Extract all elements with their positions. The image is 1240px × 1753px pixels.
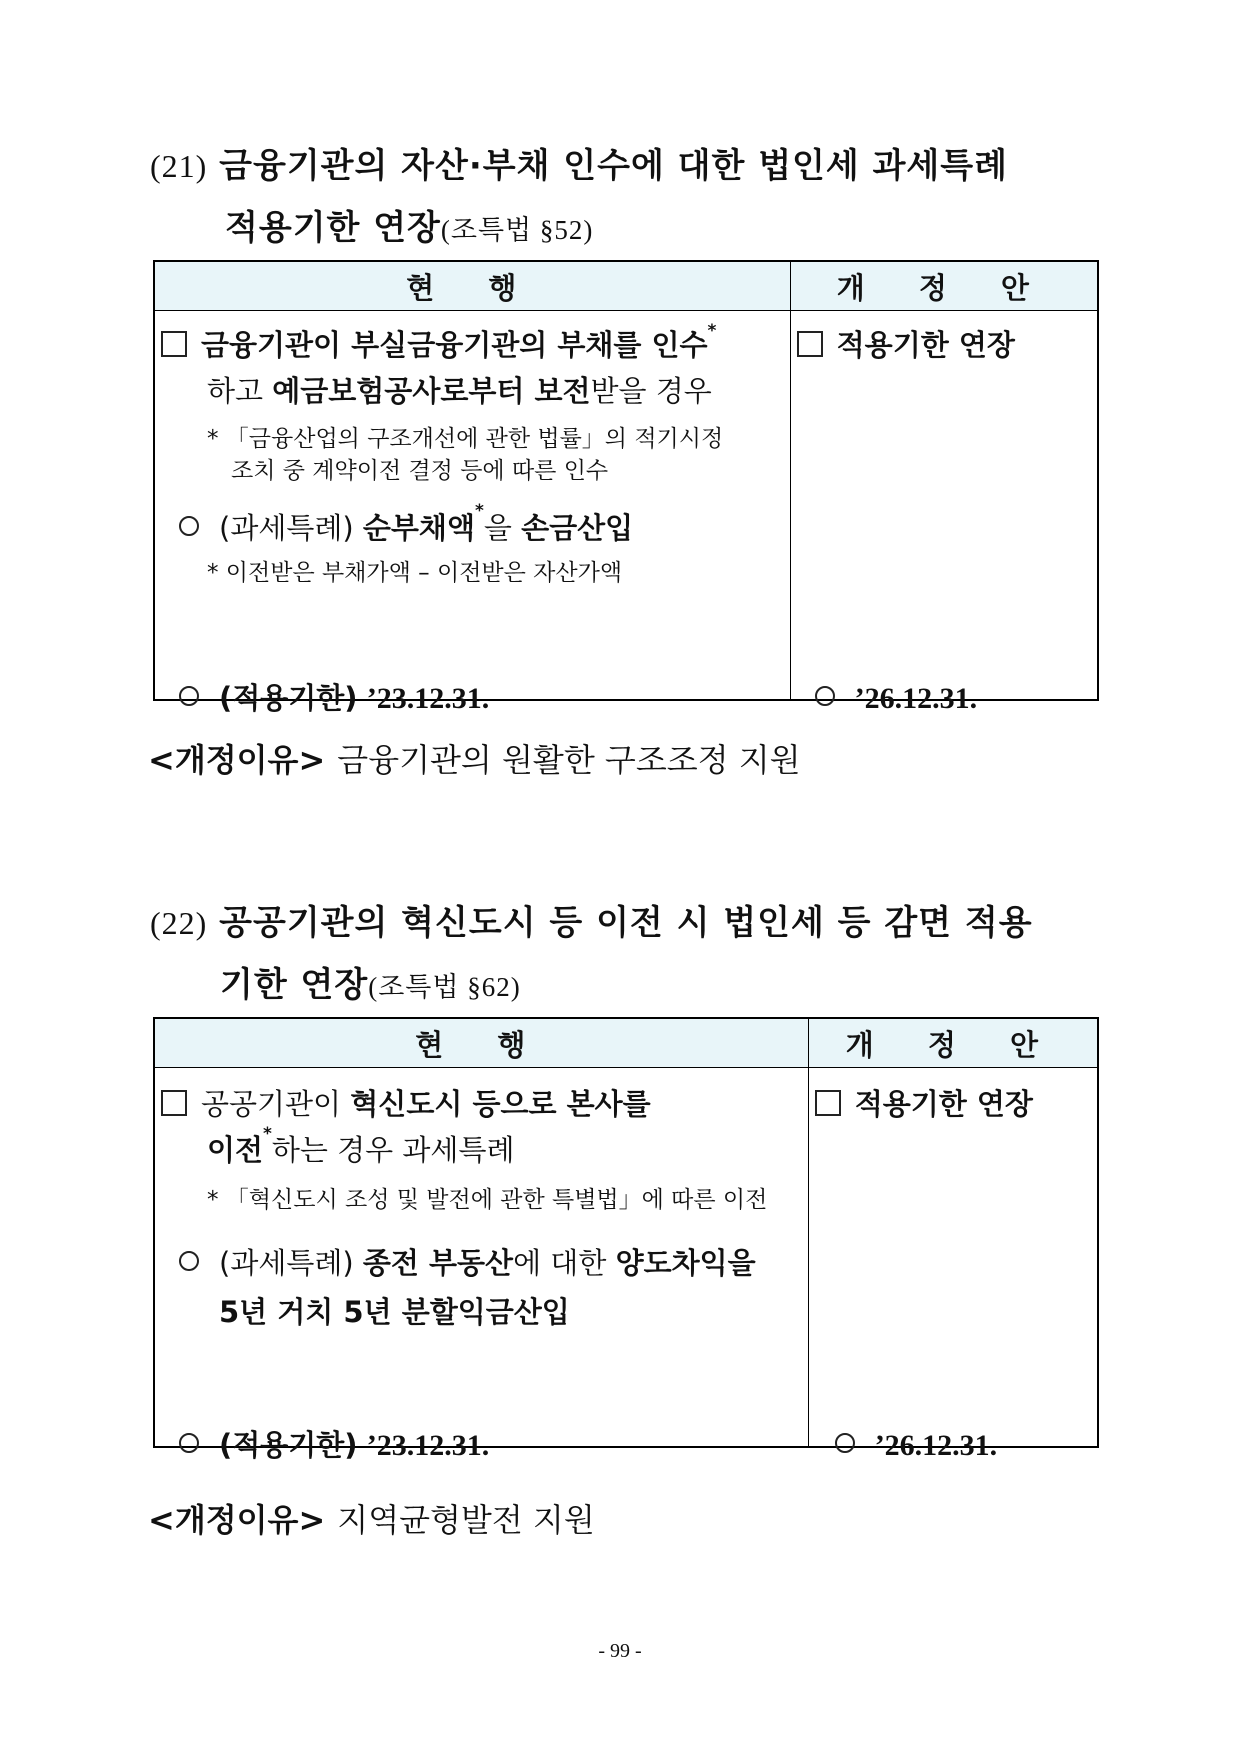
checkbox-square-icon <box>815 1090 841 1116</box>
header-proposed: 개 정 안 <box>790 261 1098 311</box>
section-number: (22) <box>150 905 208 941</box>
header-current: 현 행 <box>154 261 790 311</box>
section-title-line2: 적용기한 연장 <box>225 208 441 248</box>
proposed-deadline: ’26.12.31. <box>791 673 978 724</box>
section-22-heading <box>150 892 1100 1018</box>
reason-text: 금융기관의 원활한 구조조정 지원 <box>337 741 801 779</box>
section-title-line2: 기한 연장 <box>220 965 369 1005</box>
current-cell <box>154 1068 808 1462</box>
proposed-cell <box>808 1068 1098 1462</box>
proposed-cell <box>790 311 1098 715</box>
circle-bullet-icon <box>179 686 199 706</box>
circle-bullet-icon <box>179 516 199 536</box>
section-number: (21) <box>150 148 208 184</box>
comparison-table-22 <box>153 1017 1099 1462</box>
footnote-b: * 이전받은 부채가액 – 이전받은 자산가액 <box>207 560 623 586</box>
header-proposed: 개 정 안 <box>808 1018 1098 1068</box>
reason-label: <개정이유> <box>148 741 326 779</box>
proposed-deadline: ’26.12.31. <box>809 1420 998 1471</box>
section-title-line1: 공공기관의 혁신도시 등 이전 시 법인세 등 감면 적용 <box>219 903 1033 943</box>
checkbox-square-icon <box>797 331 823 357</box>
current-item-a-cont: 하고 예금보험공사로부터 보전받을 경우 <box>207 374 712 408</box>
footnote: * 「혁신도시 조성 및 발전에 관한 특별법」에 따른 이전 <box>207 1187 768 1213</box>
reason-text: 지역균형발전 지원 <box>337 1501 595 1539</box>
revision-reason-21 <box>148 735 801 781</box>
header-current: 현 행 <box>154 1018 808 1068</box>
proposed-item: 적용기한 연장 <box>791 311 1097 367</box>
current-item-b-cont: 5년 거치 5년 분할익금산입 <box>219 1295 570 1329</box>
current-cell <box>154 311 790 715</box>
section-21-heading <box>150 135 1100 261</box>
current-item-a: 공공기관이 혁신도시 등으로 본사를 <box>155 1068 808 1126</box>
revision-reason-22 <box>148 1495 595 1541</box>
checkbox-square-icon <box>161 1090 187 1116</box>
proposed-item: 적용기한 연장 <box>809 1068 1097 1126</box>
current-item-a-cont: 이전*하는 경우 과세특례 <box>207 1124 515 1167</box>
circle-bullet-icon <box>835 1433 855 1453</box>
footnote-line2: 조치 중 계약이전 결정 등에 따른 인수 <box>231 458 609 484</box>
current-item-a: 금융기관이 부실금융기관의 부채를 인수* <box>155 311 790 367</box>
current-deadline: (적용기한) ’23.12.31. <box>155 1420 489 1471</box>
footnote-line1: * 「금융산업의 구조개선에 관한 법률」의 적기시정 <box>207 426 724 452</box>
checkbox-square-icon <box>161 331 187 357</box>
section-title-line1: 금융기관의 자산·부채 인수에 대한 법인세 과세특례 <box>219 146 1008 186</box>
circle-bullet-icon <box>179 1251 199 1271</box>
current-deadline: (적용기한) ’23.12.31. <box>155 673 489 724</box>
current-item-b: (과세특례) 종전 부동산에 대한 양도차익을 <box>155 1238 808 1288</box>
law-reference: (조특법 §62) <box>368 972 521 1002</box>
page-number: - 99 - <box>598 1640 642 1662</box>
circle-bullet-icon <box>179 1433 199 1453</box>
reason-label: <개정이유> <box>148 1501 326 1539</box>
current-item-b: (과세특례) 순부채액*을 손금산입 <box>155 503 790 553</box>
law-reference: (조특법 §52) <box>440 215 594 245</box>
comparison-table-21 <box>153 260 1099 715</box>
circle-bullet-icon <box>815 686 835 706</box>
